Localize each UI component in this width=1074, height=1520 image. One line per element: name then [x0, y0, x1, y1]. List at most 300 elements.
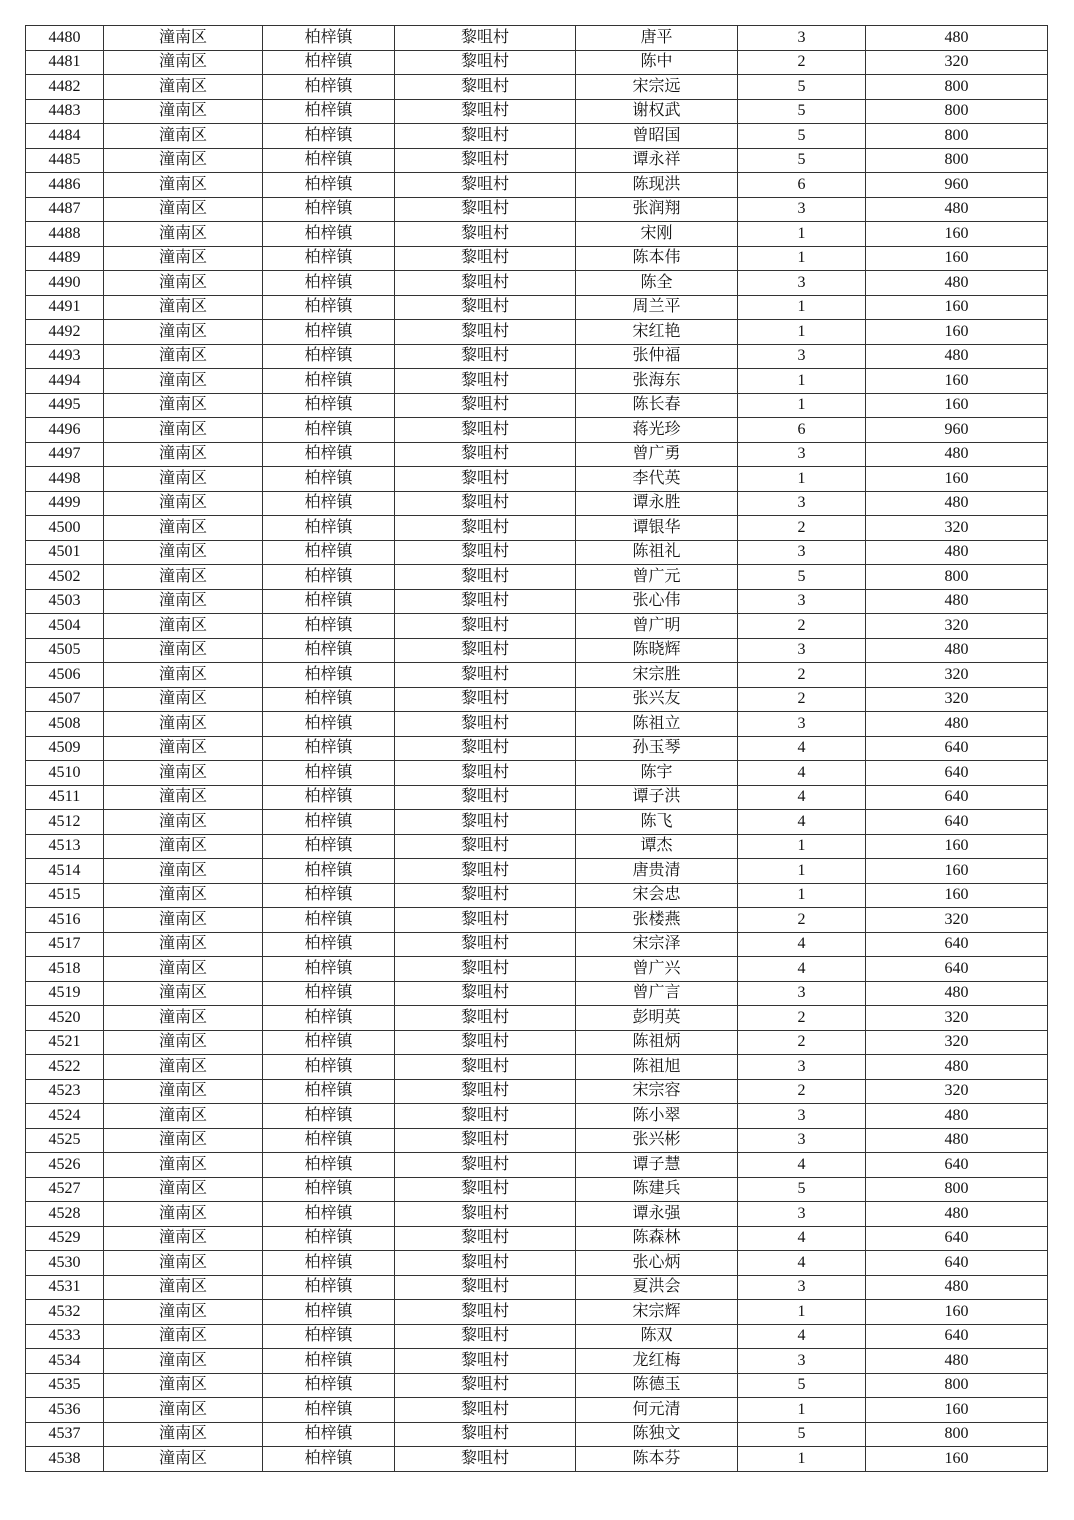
cell-household-count: 4	[738, 810, 866, 835]
table-row	[26, 1324, 1048, 1349]
cell-village: 黎咀村	[395, 712, 576, 737]
cell-household-count: 2	[738, 50, 866, 75]
cell-row-number: 4495	[26, 393, 104, 418]
cell-town: 柏梓镇	[263, 271, 395, 296]
cell-town: 柏梓镇	[263, 761, 395, 786]
cell-town: 柏梓镇	[263, 344, 395, 369]
cell-village: 黎咀村	[395, 1275, 576, 1300]
cell-row-number: 4510	[26, 761, 104, 786]
cell-village: 黎咀村	[395, 295, 576, 320]
cell-district: 潼南区	[104, 467, 263, 492]
cell-village: 黎咀村	[395, 467, 576, 492]
cell-amount: 160	[866, 246, 1048, 271]
cell-household-count: 3	[738, 271, 866, 296]
table-row	[26, 1006, 1048, 1031]
table-row	[26, 418, 1048, 443]
cell-village: 黎咀村	[395, 418, 576, 443]
table-row	[26, 173, 1048, 198]
cell-village: 黎咀村	[395, 1226, 576, 1251]
table-row	[26, 932, 1048, 957]
cell-district: 潼南区	[104, 638, 263, 663]
cell-town: 柏梓镇	[263, 148, 395, 173]
table-row	[26, 271, 1048, 296]
cell-district: 潼南区	[104, 442, 263, 467]
cell-village: 黎咀村	[395, 344, 576, 369]
cell-district: 潼南区	[104, 565, 263, 590]
cell-household-count: 1	[738, 320, 866, 345]
cell-household-count: 1	[738, 1300, 866, 1325]
cell-name: 陈祖炳	[576, 1030, 738, 1055]
cell-district: 潼南区	[104, 981, 263, 1006]
cell-row-number: 4511	[26, 785, 104, 810]
cell-name: 陈祖立	[576, 712, 738, 737]
cell-village: 黎咀村	[395, 1300, 576, 1325]
cell-name: 谭永祥	[576, 148, 738, 173]
cell-village: 黎咀村	[395, 565, 576, 590]
cell-district: 潼南区	[104, 859, 263, 884]
cell-amount: 960	[866, 173, 1048, 198]
cell-amount: 640	[866, 1153, 1048, 1178]
cell-name: 陈晓辉	[576, 638, 738, 663]
cell-amount: 480	[866, 1128, 1048, 1153]
cell-town: 柏梓镇	[263, 173, 395, 198]
table-row	[26, 1373, 1048, 1398]
cell-name: 宋宗泽	[576, 932, 738, 957]
cell-household-count: 3	[738, 712, 866, 737]
table-row	[26, 981, 1048, 1006]
table-row	[26, 1104, 1048, 1129]
cell-row-number: 4537	[26, 1422, 104, 1447]
cell-district: 潼南区	[104, 908, 263, 933]
cell-amount: 640	[866, 736, 1048, 761]
cell-name: 谭永胜	[576, 491, 738, 516]
cell-name: 谭永强	[576, 1202, 738, 1227]
cell-name: 夏洪会	[576, 1275, 738, 1300]
cell-town: 柏梓镇	[263, 981, 395, 1006]
cell-row-number: 4500	[26, 516, 104, 541]
cell-district: 潼南区	[104, 369, 263, 394]
cell-village: 黎咀村	[395, 981, 576, 1006]
cell-village: 黎咀村	[395, 1006, 576, 1031]
cell-district: 潼南区	[104, 1202, 263, 1227]
cell-household-count: 6	[738, 173, 866, 198]
cell-town: 柏梓镇	[263, 75, 395, 100]
cell-amount: 320	[866, 908, 1048, 933]
cell-name: 陈建兵	[576, 1177, 738, 1202]
table-row	[26, 1177, 1048, 1202]
cell-amount: 640	[866, 1251, 1048, 1276]
cell-town: 柏梓镇	[263, 320, 395, 345]
cell-amount: 640	[866, 785, 1048, 810]
cell-district: 潼南区	[104, 834, 263, 859]
cell-district: 潼南区	[104, 1373, 263, 1398]
table-row	[26, 908, 1048, 933]
cell-row-number: 4489	[26, 246, 104, 271]
cell-district: 潼南区	[104, 1398, 263, 1423]
cell-name: 陈本芬	[576, 1447, 738, 1472]
cell-household-count: 3	[738, 344, 866, 369]
cell-name: 陈全	[576, 271, 738, 296]
cell-household-count: 3	[738, 26, 866, 51]
cell-household-count: 4	[738, 932, 866, 957]
cell-village: 黎咀村	[395, 99, 576, 124]
cell-district: 潼南区	[104, 1300, 263, 1325]
cell-town: 柏梓镇	[263, 736, 395, 761]
cell-district: 潼南区	[104, 271, 263, 296]
cell-amount: 640	[866, 1226, 1048, 1251]
cell-amount: 320	[866, 687, 1048, 712]
cell-district: 潼南区	[104, 393, 263, 418]
cell-name: 宋会忠	[576, 883, 738, 908]
cell-village: 黎咀村	[395, 173, 576, 198]
cell-town: 柏梓镇	[263, 50, 395, 75]
cell-row-number: 4531	[26, 1275, 104, 1300]
cell-district: 潼南区	[104, 1104, 263, 1129]
cell-amount: 160	[866, 859, 1048, 884]
cell-amount: 160	[866, 1447, 1048, 1472]
cell-name: 龙红梅	[576, 1349, 738, 1374]
cell-row-number: 4499	[26, 491, 104, 516]
cell-village: 黎咀村	[395, 883, 576, 908]
cell-village: 黎咀村	[395, 1422, 576, 1447]
cell-town: 柏梓镇	[263, 369, 395, 394]
cell-household-count: 3	[738, 1349, 866, 1374]
cell-village: 黎咀村	[395, 1030, 576, 1055]
cell-name: 宋刚	[576, 222, 738, 247]
cell-district: 潼南区	[104, 173, 263, 198]
cell-amount: 160	[866, 295, 1048, 320]
cell-name: 宋宗容	[576, 1079, 738, 1104]
cell-town: 柏梓镇	[263, 1422, 395, 1447]
cell-town: 柏梓镇	[263, 1324, 395, 1349]
cell-village: 黎咀村	[395, 785, 576, 810]
cell-town: 柏梓镇	[263, 1153, 395, 1178]
cell-row-number: 4480	[26, 26, 104, 51]
table-row	[26, 295, 1048, 320]
cell-district: 潼南区	[104, 540, 263, 565]
cell-amount: 480	[866, 26, 1048, 51]
table-row	[26, 957, 1048, 982]
table-row	[26, 99, 1048, 124]
cell-row-number: 4513	[26, 834, 104, 859]
cell-row-number: 4484	[26, 124, 104, 149]
cell-row-number: 4493	[26, 344, 104, 369]
table-row	[26, 516, 1048, 541]
cell-row-number: 4534	[26, 1349, 104, 1374]
table-row	[26, 614, 1048, 639]
table-row	[26, 1251, 1048, 1276]
cell-name: 曾广兴	[576, 957, 738, 982]
cell-town: 柏梓镇	[263, 197, 395, 222]
table-row	[26, 1128, 1048, 1153]
cell-row-number: 4497	[26, 442, 104, 467]
cell-district: 潼南区	[104, 50, 263, 75]
cell-name: 唐贵清	[576, 859, 738, 884]
cell-district: 潼南区	[104, 663, 263, 688]
cell-district: 潼南区	[104, 491, 263, 516]
cell-name: 陈小翠	[576, 1104, 738, 1129]
cell-village: 黎咀村	[395, 1079, 576, 1104]
cell-amount: 160	[866, 222, 1048, 247]
cell-household-count: 4	[738, 1226, 866, 1251]
cell-row-number: 4485	[26, 148, 104, 173]
cell-district: 潼南区	[104, 1349, 263, 1374]
cell-village: 黎咀村	[395, 246, 576, 271]
cell-household-count: 3	[738, 1202, 866, 1227]
cell-row-number: 4486	[26, 173, 104, 198]
table-row	[26, 859, 1048, 884]
cell-household-count: 5	[738, 1177, 866, 1202]
table-row	[26, 1055, 1048, 1080]
cell-row-number: 4527	[26, 1177, 104, 1202]
cell-village: 黎咀村	[395, 810, 576, 835]
table-row	[26, 467, 1048, 492]
cell-amount: 320	[866, 1030, 1048, 1055]
cell-village: 黎咀村	[395, 1349, 576, 1374]
cell-town: 柏梓镇	[263, 1006, 395, 1031]
cell-amount: 480	[866, 442, 1048, 467]
cell-row-number: 4491	[26, 295, 104, 320]
cell-district: 潼南区	[104, 99, 263, 124]
cell-town: 柏梓镇	[263, 1202, 395, 1227]
cell-name: 曾广明	[576, 614, 738, 639]
cell-amount: 320	[866, 50, 1048, 75]
cell-name: 谭子慧	[576, 1153, 738, 1178]
cell-name: 张心炳	[576, 1251, 738, 1276]
cell-household-count: 4	[738, 736, 866, 761]
cell-district: 潼南区	[104, 810, 263, 835]
cell-village: 黎咀村	[395, 1447, 576, 1472]
cell-village: 黎咀村	[395, 736, 576, 761]
cell-district: 潼南区	[104, 75, 263, 100]
table-row	[26, 26, 1048, 51]
cell-row-number: 4530	[26, 1251, 104, 1276]
cell-name: 陈长春	[576, 393, 738, 418]
cell-row-number: 4517	[26, 932, 104, 957]
table-row	[26, 761, 1048, 786]
cell-amount: 160	[866, 467, 1048, 492]
cell-amount: 160	[866, 320, 1048, 345]
table-row	[26, 1226, 1048, 1251]
cell-village: 黎咀村	[395, 393, 576, 418]
cell-village: 黎咀村	[395, 638, 576, 663]
cell-name: 宋宗远	[576, 75, 738, 100]
cell-town: 柏梓镇	[263, 1128, 395, 1153]
cell-district: 潼南区	[104, 148, 263, 173]
table-row	[26, 687, 1048, 712]
cell-town: 柏梓镇	[263, 1349, 395, 1374]
cell-town: 柏梓镇	[263, 1055, 395, 1080]
cell-row-number: 4483	[26, 99, 104, 124]
cell-household-count: 5	[738, 99, 866, 124]
cell-village: 黎咀村	[395, 1177, 576, 1202]
cell-name: 陈森林	[576, 1226, 738, 1251]
cell-village: 黎咀村	[395, 369, 576, 394]
cell-village: 黎咀村	[395, 1055, 576, 1080]
cell-amount: 640	[866, 957, 1048, 982]
cell-household-count: 1	[738, 369, 866, 394]
cell-household-count: 1	[738, 295, 866, 320]
cell-household-count: 5	[738, 124, 866, 149]
cell-row-number: 4509	[26, 736, 104, 761]
cell-row-number: 4532	[26, 1300, 104, 1325]
table-row	[26, 589, 1048, 614]
cell-town: 柏梓镇	[263, 957, 395, 982]
cell-district: 潼南区	[104, 1447, 263, 1472]
cell-district: 潼南区	[104, 1275, 263, 1300]
cell-row-number: 4494	[26, 369, 104, 394]
cell-town: 柏梓镇	[263, 222, 395, 247]
cell-row-number: 4520	[26, 1006, 104, 1031]
cell-household-count: 1	[738, 859, 866, 884]
cell-town: 柏梓镇	[263, 908, 395, 933]
cell-household-count: 2	[738, 908, 866, 933]
cell-name: 张兴彬	[576, 1128, 738, 1153]
table-row	[26, 246, 1048, 271]
table-row	[26, 1079, 1048, 1104]
table-row	[26, 222, 1048, 247]
table-row	[26, 75, 1048, 100]
cell-town: 柏梓镇	[263, 99, 395, 124]
cell-household-count: 1	[738, 246, 866, 271]
cell-amount: 800	[866, 75, 1048, 100]
cell-row-number: 4529	[26, 1226, 104, 1251]
cell-amount: 160	[866, 369, 1048, 394]
cell-village: 黎咀村	[395, 1153, 576, 1178]
cell-town: 柏梓镇	[263, 589, 395, 614]
table-row	[26, 1422, 1048, 1447]
cell-district: 潼南区	[104, 761, 263, 786]
cell-row-number: 4516	[26, 908, 104, 933]
cell-district: 潼南区	[104, 246, 263, 271]
cell-name: 张润翔	[576, 197, 738, 222]
cell-village: 黎咀村	[395, 859, 576, 884]
cell-district: 潼南区	[104, 516, 263, 541]
cell-town: 柏梓镇	[263, 834, 395, 859]
table-row	[26, 1275, 1048, 1300]
cell-row-number: 4515	[26, 883, 104, 908]
cell-amount: 800	[866, 124, 1048, 149]
cell-amount: 480	[866, 540, 1048, 565]
cell-amount: 480	[866, 589, 1048, 614]
cell-village: 黎咀村	[395, 908, 576, 933]
cell-household-count: 3	[738, 491, 866, 516]
cell-district: 潼南区	[104, 883, 263, 908]
cell-row-number: 4533	[26, 1324, 104, 1349]
cell-town: 柏梓镇	[263, 491, 395, 516]
cell-village: 黎咀村	[395, 1104, 576, 1129]
cell-village: 黎咀村	[395, 148, 576, 173]
cell-household-count: 3	[738, 442, 866, 467]
cell-amount: 960	[866, 418, 1048, 443]
cell-village: 黎咀村	[395, 1251, 576, 1276]
cell-town: 柏梓镇	[263, 1079, 395, 1104]
table-row	[26, 1300, 1048, 1325]
cell-row-number: 4504	[26, 614, 104, 639]
cell-village: 黎咀村	[395, 932, 576, 957]
cell-town: 柏梓镇	[263, 565, 395, 590]
cell-household-count: 2	[738, 687, 866, 712]
cell-amount: 480	[866, 197, 1048, 222]
cell-amount: 480	[866, 271, 1048, 296]
cell-row-number: 4496	[26, 418, 104, 443]
cell-town: 柏梓镇	[263, 687, 395, 712]
cell-name: 张心伟	[576, 589, 738, 614]
cell-town: 柏梓镇	[263, 1030, 395, 1055]
cell-amount: 480	[866, 712, 1048, 737]
cell-town: 柏梓镇	[263, 1251, 395, 1276]
table-row	[26, 369, 1048, 394]
cell-household-count: 6	[738, 418, 866, 443]
cell-amount: 480	[866, 1349, 1048, 1374]
cell-row-number: 4519	[26, 981, 104, 1006]
cell-district: 潼南区	[104, 589, 263, 614]
cell-town: 柏梓镇	[263, 883, 395, 908]
cell-town: 柏梓镇	[263, 26, 395, 51]
cell-district: 潼南区	[104, 1006, 263, 1031]
cell-district: 潼南区	[104, 1177, 263, 1202]
cell-district: 潼南区	[104, 26, 263, 51]
cell-household-count: 3	[738, 1128, 866, 1153]
cell-name: 何元清	[576, 1398, 738, 1423]
cell-amount: 480	[866, 1202, 1048, 1227]
cell-town: 柏梓镇	[263, 1398, 395, 1423]
cell-town: 柏梓镇	[263, 859, 395, 884]
cell-district: 潼南区	[104, 1055, 263, 1080]
cell-town: 柏梓镇	[263, 810, 395, 835]
table-row	[26, 491, 1048, 516]
table-row	[26, 638, 1048, 663]
table-body	[26, 26, 1048, 1472]
cell-row-number: 4512	[26, 810, 104, 835]
cell-row-number: 4508	[26, 712, 104, 737]
cell-amount: 640	[866, 932, 1048, 957]
cell-name: 张仲福	[576, 344, 738, 369]
cell-name: 陈宇	[576, 761, 738, 786]
cell-town: 柏梓镇	[263, 932, 395, 957]
cell-village: 黎咀村	[395, 834, 576, 859]
cell-household-count: 1	[738, 1447, 866, 1472]
cell-town: 柏梓镇	[263, 1275, 395, 1300]
cell-amount: 480	[866, 491, 1048, 516]
table-row	[26, 148, 1048, 173]
cell-name: 陈祖旭	[576, 1055, 738, 1080]
table-row	[26, 344, 1048, 369]
cell-village: 黎咀村	[395, 614, 576, 639]
cell-district: 潼南区	[104, 1153, 263, 1178]
cell-name: 宋红艳	[576, 320, 738, 345]
table-row	[26, 320, 1048, 345]
cell-household-count: 2	[738, 516, 866, 541]
cell-name: 张楼燕	[576, 908, 738, 933]
cell-name: 谢权武	[576, 99, 738, 124]
cell-name: 蒋光珍	[576, 418, 738, 443]
table-row	[26, 834, 1048, 859]
cell-household-count: 4	[738, 957, 866, 982]
cell-row-number: 4536	[26, 1398, 104, 1423]
cell-name: 李代英	[576, 467, 738, 492]
cell-village: 黎咀村	[395, 442, 576, 467]
cell-name: 陈德玉	[576, 1373, 738, 1398]
cell-district: 潼南区	[104, 712, 263, 737]
cell-amount: 480	[866, 638, 1048, 663]
cell-town: 柏梓镇	[263, 1300, 395, 1325]
cell-town: 柏梓镇	[263, 246, 395, 271]
cell-row-number: 4518	[26, 957, 104, 982]
cell-row-number: 4523	[26, 1079, 104, 1104]
cell-town: 柏梓镇	[263, 540, 395, 565]
cell-household-count: 4	[738, 785, 866, 810]
